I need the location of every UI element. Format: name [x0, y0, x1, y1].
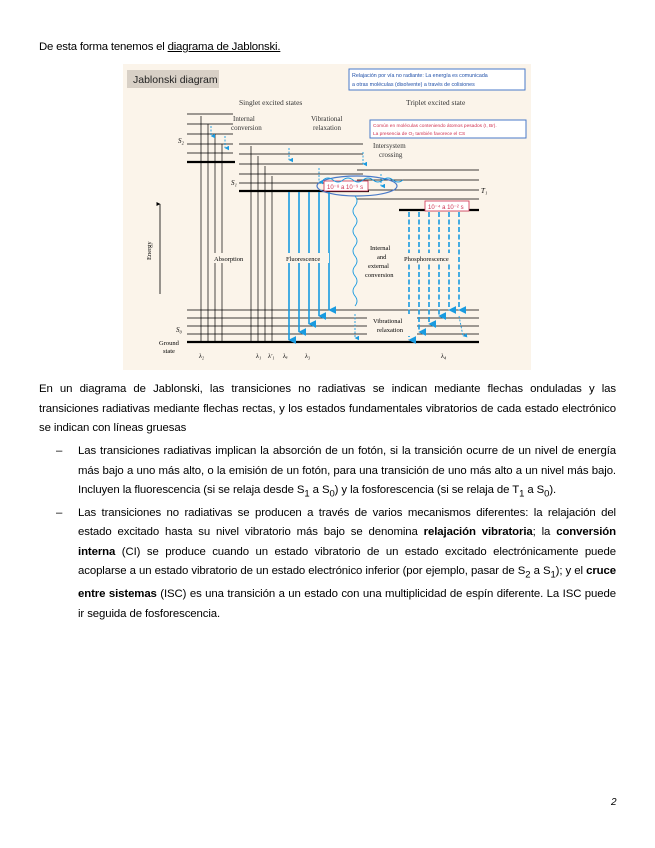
subscript: 2: [525, 569, 531, 581]
text-span: Las transiciones radiativas implican la absorción de un fotón, si la transición ocurre de un nivel de energía más bajo a uno más alto, o la emisión de un fotón, para una transición de uno más alto a un nivel más bajo. Incluyen la fluorescencia (si se relaja desde S: [78, 445, 616, 496]
note2-line2: La presencia de O₂ también favorece el CS: [373, 132, 466, 137]
figure-title: Jablonski diagram: [133, 74, 218, 86]
ground-label-1: Ground: [159, 340, 179, 347]
body-paragraph: En un diagrama de Jablonski, las transiciones no radiativas se indican mediante flechas onduladas y las transiciones radiativas mediante flechas rectas, y los estados fundamentales vibratorios de cada estado electrónico se indican con líneas gruesas: [39, 383, 616, 434]
phosphorescence-label: Phosphorescence: [404, 256, 449, 263]
text-span: a S: [309, 484, 330, 496]
text-span: ).: [549, 484, 557, 496]
time-phosphorescence: 10⁻⁴ a 10⁻² s: [428, 205, 464, 211]
iec-label-2: and: [377, 254, 387, 261]
note2-line1: Común en moléculas conteniendo átomos pesados (I, Br).: [373, 124, 497, 129]
iec-label-3: external: [368, 263, 389, 270]
note1-line1: Relajación por vía no radiante: La energía es comunicada: [352, 73, 488, 79]
vr-bottom-label-1: Vibrational: [373, 318, 403, 325]
bullet-list: [56, 442, 616, 624]
singlet-label: Singlet excited states: [239, 98, 303, 107]
text-span: ) y la fosforescencia (si se relaja de T: [334, 484, 520, 496]
s0-label: S₀: [176, 326, 182, 334]
iec-label-4: conversion: [365, 272, 394, 279]
vr-label-1: Vibrational: [311, 115, 343, 123]
bold-term: cruce entre sistemas: [78, 565, 616, 601]
subscript: 0: [329, 488, 335, 500]
page-number: 2: [611, 797, 617, 808]
isc-label-1: Intersystem: [373, 142, 406, 150]
t1-label: T₁: [481, 187, 488, 195]
subscript: 1: [304, 488, 310, 500]
absorption-label: Absorption: [214, 256, 244, 263]
jablonski-diagram-figure: [123, 64, 531, 370]
text-span: ); y el: [555, 565, 587, 578]
bold-term: conversión interna: [78, 526, 616, 558]
bullet-dash: –: [56, 445, 63, 457]
text-span: (ISC) es una transición a un estado con una multiplicidad de espín diferente. La ISC puede ir seguida de fosforescencia.: [78, 588, 616, 620]
energy-label: Energy: [146, 241, 153, 260]
lambda-3: λ₃: [305, 353, 311, 360]
subscript: 0: [544, 488, 550, 500]
text-span: Las transiciones no radiativas se producen a través de varios mecanismos diferentes: la relajación del estado excitado hasta su nivel vibratorio más bajo se denomina: [78, 506, 616, 539]
intro-line: [39, 41, 280, 53]
intro-text: De esta forma tenemos el: [39, 41, 168, 53]
s2-label: S₂: [178, 137, 184, 145]
lambda-4: λ₄: [441, 353, 447, 360]
subscript: 1: [519, 488, 525, 500]
ground-label-2: state: [163, 348, 175, 355]
text-span: (CI) se produce cuando un estado vibratorio de un estado excitado electrónicamente puede acoplarse a un estado vibratorio de un estado electrónico inferior (por ejemplo, pasar de S: [78, 545, 616, 578]
note1-line2: a otras moléculas (disolvente) a través de colisiones: [352, 82, 475, 88]
text-span: ; la: [532, 526, 557, 539]
fluorescence-label: Fluorescence: [286, 256, 321, 263]
bold-term: relajación vibratoria: [423, 526, 533, 539]
vr-bottom-label-2: relaxation: [377, 327, 403, 334]
ic-label-1: Internal: [233, 115, 255, 123]
lambda-e: λₑ: [283, 353, 288, 360]
jablonski-link[interactable]: diagrama de Jablonski.: [167, 41, 281, 53]
triplet-label: Triplet excited state: [406, 98, 466, 107]
vr-label-2: relaxation: [313, 124, 341, 132]
time-fluorescence: 10⁻⁸ a 10⁻⁹ s: [327, 185, 364, 191]
bullet-dash: –: [56, 506, 63, 519]
text-span: a S: [530, 565, 551, 578]
lambda-1: λ₁: [256, 353, 262, 360]
isc-label-2: crossing: [379, 151, 403, 159]
s1-label: S₁: [231, 179, 237, 187]
lambda-1-prime: λ′₁: [268, 353, 275, 360]
text-span: a S: [524, 484, 545, 496]
ic-label-2: conversion: [231, 124, 262, 132]
figure-background: [123, 64, 531, 370]
bullet-nonradiative: [56, 504, 616, 624]
subscript: 1: [550, 569, 556, 581]
iec-label-1: Internal: [370, 245, 391, 252]
lambda-2: λ₂: [199, 353, 205, 360]
bullet-radiative: [56, 442, 616, 504]
